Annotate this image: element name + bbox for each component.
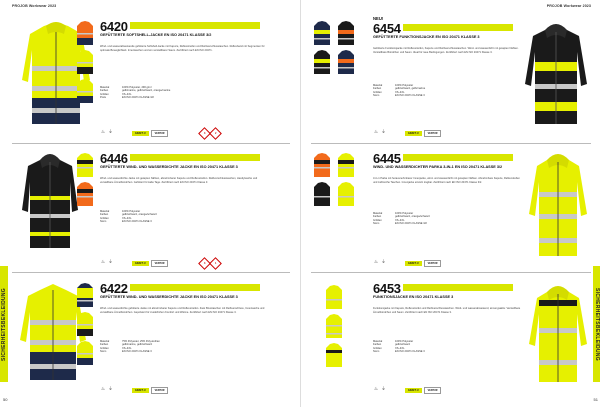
page-number: 50 — [3, 397, 8, 402]
wash-icon: ♨ — [373, 129, 379, 134]
product-title: GEFÜTTERTE WIND- UND WASSERDICHTE JACKE EN ISO 20471 KLASSE 3 — [100, 295, 238, 299]
product-description: 3-in-1 Parka mit herausnehmbarer Innenjacke, wind- und wasserdicht mit getapten Nähten. Abnehmbare Kapuze, Reflexstreifen und zahlreiche Taschen. Innenjacke einzeln tragbar. Zertifiziert nach EN ISO 20471 Klasse 3/2. — [373, 177, 520, 184]
thumbnail-black-yellow[interactable] — [313, 49, 331, 75]
product-description: Wind- und wasserabweisende gefütterte Softshell-Jacke mit Kapuze, Reflexstreifen und Reißverschlusstaschen. Reflexband mit Segmenten für optimale Beweglichkeit. Innentaschen und ein verstellbarer Saum. Zertifiziert nach EN ISO 20471. — [100, 45, 265, 52]
badge-ventur: VENTUR — [424, 387, 442, 394]
certification-icon: 1 — [209, 257, 222, 270]
certification-icon: 2 — [209, 127, 222, 140]
badge-ventur: VENTUR — [151, 387, 169, 394]
badge-ventur: VENTUR — [424, 130, 442, 137]
badge-graft: GRAFT-U — [132, 388, 149, 393]
spec-table: Material 100% Polyester Farben gelb/schwarz, orange/schwarz Größen XS–4XL Norm EN ISO 20471 KLASSE 3 — [100, 210, 157, 224]
section-tab: SICHERHEITSBEKLEIDUNG — [0, 266, 8, 382]
thumbnail-yellow-side[interactable] — [325, 342, 343, 368]
thumbnail-black-inner[interactable] — [313, 181, 331, 207]
iron-icon: ⏚ — [381, 259, 386, 264]
badge-ventur: VENTUR — [151, 130, 169, 137]
spec-table: Material 100% Polyester, 290 g/m² Farben gelb/marine, gelb/schwarz, orange/marine Größen XS–4XL Preis EN ISO 20471 KLASSE 3/2 — [100, 86, 171, 100]
jacket-image-yellow-black — [527, 152, 589, 260]
product-description: Funktionsjacke mit Kapuze, Reflexstreifen und Reißverschlusstaschen. Wind- und wasserabweisend, atmungsaktiv. Verstellbare Ärmelbündchen und Saum. Zertifiziert nach EN ISO 20471 Klasse 3. — [373, 307, 521, 314]
accent-bar — [403, 154, 513, 161]
iron-icon: ⏚ — [108, 129, 113, 134]
product-title: WIND- UND WASSERDICHTER PARKA 3-IN-1 EN ISO 20471 KLASSE 3/2 — [373, 165, 503, 169]
iron-icon: ⏚ — [381, 386, 386, 391]
wash-icon: ♨ — [373, 386, 379, 391]
thumbnail-yellow-black[interactable] — [325, 284, 343, 310]
divider — [311, 143, 591, 144]
care-icons — [100, 259, 114, 265]
thumbnail-yellow-navy[interactable] — [76, 340, 94, 366]
article-number: 6422 — [100, 281, 128, 296]
divider — [12, 272, 290, 273]
wash-icon: ♨ — [100, 386, 106, 391]
care-icons — [100, 129, 114, 135]
thumbnail-list — [325, 284, 343, 368]
badge-graft: GRAFT-U — [405, 388, 422, 393]
accent-bar — [130, 22, 260, 29]
thumbnail-list — [76, 20, 94, 104]
product-title: FUNKTIONSJACKE EN ISO 20471 KLASSE 3 — [373, 295, 454, 299]
badge-row — [132, 387, 168, 394]
product-title: GEFÜTTERTE FUNKTIONSJACKE EN ISO 20471 KLASSE 3 — [373, 35, 480, 39]
badge-ventur: VENTUR — [151, 260, 169, 267]
iron-icon: ⏚ — [108, 386, 113, 391]
thumbnail-yellow-black[interactable] — [76, 49, 94, 75]
section-tab: SICHERHEITSBEKLEIDUNG — [593, 266, 600, 382]
jacket-image-yellow — [527, 284, 589, 386]
new-badge: NEU! — [373, 16, 384, 21]
jacket-image-black-yellow — [523, 22, 589, 128]
thumbnail-orange-black[interactable] — [76, 181, 94, 207]
iron-icon: ⏚ — [108, 259, 113, 264]
right-page — [300, 0, 600, 407]
care-icons — [373, 259, 387, 265]
product-description: Gefütterte Funktionsjacke mit Reflexstreifen, Kapuze und Reißverschlusstaschen. Wind- und wasserdicht mit getapten Nähten. Verstellbare Bündchen und Saum. Ideal für raue Bedingungen. Zertifiziert nach EN ISO 20471 Klasse 3. — [373, 47, 519, 54]
thumbnail-orange-navy[interactable] — [76, 20, 94, 46]
thumbnail-yellow-black[interactable] — [76, 311, 94, 337]
care-icons — [373, 129, 387, 135]
thumbnail-yellow-black[interactable] — [337, 152, 355, 178]
thumbnail-yellow-inner[interactable] — [337, 181, 355, 207]
wash-icon: ♨ — [373, 259, 379, 264]
iron-icon: ⏚ — [381, 129, 386, 134]
thumbnail-list — [337, 152, 355, 207]
thumbnail-black-orange[interactable] — [337, 20, 355, 46]
badge-graft: GRAFT-U — [132, 261, 149, 266]
divider — [311, 272, 591, 273]
thumbnail-list — [337, 20, 355, 75]
care-icons — [373, 386, 387, 392]
thumbnail-yellow-back[interactable] — [325, 313, 343, 339]
accent-bar — [130, 284, 260, 291]
badge-row — [405, 387, 441, 394]
thumbnail-navy-yellow[interactable] — [76, 282, 94, 308]
product-title: GEFÜTTERTE SOFTSHELL-JACKE EN ISO 20471 KLASSE 3/2 — [100, 33, 212, 37]
wash-icon: ♨ — [100, 129, 106, 134]
article-number: 6445 — [373, 151, 401, 166]
thumbnail-navy-yellow[interactable] — [313, 20, 331, 46]
page-header: PROJOB Workwear 2023 — [546, 4, 591, 8]
article-number: 6453 — [373, 281, 401, 296]
thumbnail-list — [76, 152, 94, 207]
page-header: PROJOB Workwear 2023 — [12, 4, 57, 8]
thumbnail-list — [313, 152, 331, 207]
product-description: Wind- und wasserdichte gefütterte Jacke mit abnehmbarer Kapuze und Reflexstreifen. Zwei Brusttaschen mit Reißverschluss, Innentasche und verstellbare Ärmelbündchen. Gepolstert für zusätzlichen Komfort und Wärme. Zertifiziert nach EN ISO 20471 Klasse 3. — [100, 307, 265, 314]
wash-icon: ♨ — [100, 259, 106, 264]
article-number: 6446 — [100, 151, 128, 166]
spec-table: Material 100% Polyester Farben gelb/schwarz Größen XS–4XL Norm EN ISO 20471 KLASSE 3 — [373, 340, 425, 354]
product-title: GEFÜTTERTE WIND- UND WASSERDICHTE JACKE EN ISO 20471 KLASSE 3 — [100, 165, 238, 169]
badge-graft: GRAFT-U — [405, 131, 422, 136]
certification-icon: 3 — [198, 127, 211, 140]
care-icons — [100, 386, 114, 392]
product-description: Wind- und wasserdichte Jacke mit getapten Nähten, abnehmbarer Kapuze und Reflexstreifen. Reißverschlusstaschen, Handytasche und verstellbare Ärmelbündchen. Gefüttert für kalte Tage. Zertifiziert nach EN ISO 20471 Klasse 3. — [100, 177, 258, 184]
cert-icons — [200, 129, 220, 138]
thumbnail-yellow-navy[interactable] — [76, 78, 94, 104]
accent-bar — [403, 24, 513, 31]
badge-graft: GRAFT-U — [132, 131, 149, 136]
badge-row — [132, 260, 168, 267]
badge-row — [405, 260, 441, 267]
thumbnail-list — [76, 282, 94, 366]
article-number: 6454 — [373, 21, 401, 36]
jacket-image-black-yellow — [20, 152, 80, 252]
spec-table: Material 100% Polyester Farben gelb/schwarz, gelb/marine Größen XS–4XL Norm EN ISO 20471 KLASSE 3 — [373, 84, 426, 98]
accent-bar — [130, 154, 260, 161]
cert-icons — [200, 259, 220, 268]
accent-bar — [403, 284, 513, 291]
divider — [12, 143, 290, 144]
spec-table: Material 75% Polyester, 25% Polyurethan Farben gelb/marine, gelb/schwarz Größen XS–4XL Norm EN ISO 20471 KLASSE 3 — [100, 340, 160, 354]
thumbnail-list — [313, 20, 331, 75]
thumbnail-orange-black[interactable] — [313, 152, 331, 178]
spec-table: Material 100% Polyester Farben gelb/schwarz, orange/schwarz Größen XS–4XL Norm EN ISO 20471 KLASSE 3/2 — [373, 212, 430, 226]
page-number: 51 — [593, 397, 598, 402]
thumbnail-navy-orange[interactable] — [337, 49, 355, 75]
badge-ventur: VENTUR — [424, 260, 442, 267]
thumbnail-yellow-black[interactable] — [76, 152, 94, 178]
badge-row — [405, 130, 441, 137]
article-number: 6420 — [100, 19, 128, 34]
certification-icon: 3 — [198, 257, 211, 270]
badge-row — [132, 130, 168, 137]
badge-graft: GRAFT-U — [405, 261, 422, 266]
